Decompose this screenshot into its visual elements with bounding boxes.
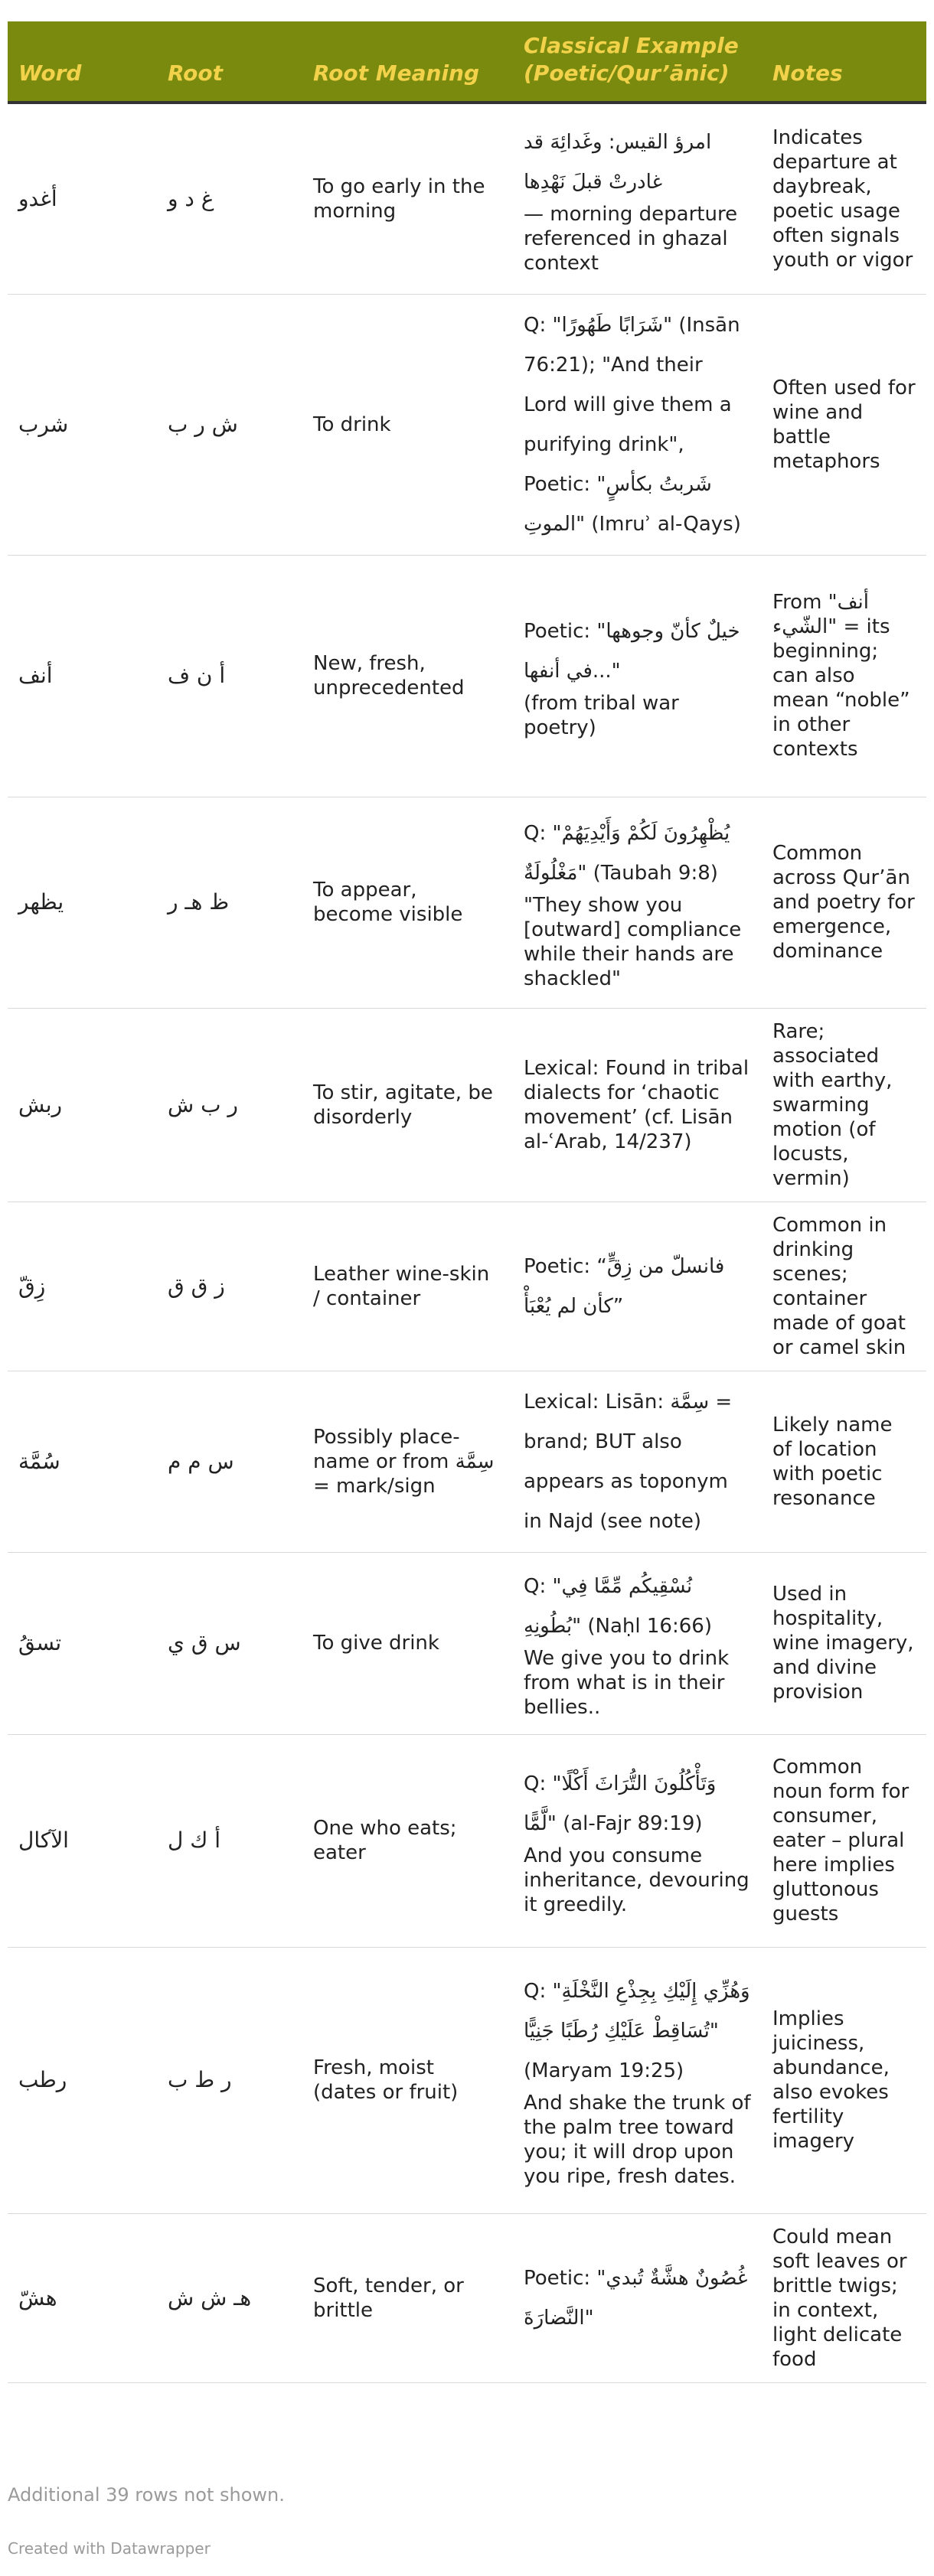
cell-word: رطب xyxy=(8,1947,157,2213)
cell-root-meaning: Possibly place-name or from سِمَّة = mark/sign xyxy=(302,1371,513,1552)
table-row xyxy=(8,1734,926,1947)
cell-notes: From "أنف الشّيء" = its beginning; can also mean “noble” in other contexts xyxy=(762,555,926,797)
example-line: Q: "وَهُزِّي إِلَيْكِ بِجِذْعِ النَّخْلَةِ تُسَاقِطْ عَلَيْكِ رُطَبًا جَنِيًّا" (Maryam 19:25) xyxy=(524,1980,750,2082)
cell-notes: Common in drinking scenes; container made of goat or camel skin xyxy=(762,1202,926,1371)
example-line: امرؤ القيس: وغَدائِهَ قد غادرتْ قبلَ نَهْدِها xyxy=(524,130,712,194)
credit-text[interactable]: Created with Datawrapper xyxy=(8,2539,211,2558)
cell-classical-example xyxy=(513,555,762,797)
cell-root: س ق ي xyxy=(157,1552,302,1734)
example-line: Q: "وَتَأْكُلُونَ التُّرَاثَ أَكْلًا لَّمًّا" (al-Fajr 89:19) xyxy=(524,1772,717,1835)
cell-notes: Rare; associated with earthy, swarming motion (of locusts, vermin) xyxy=(762,1008,926,1202)
table-row xyxy=(8,1947,926,2213)
example-line: And shake the trunk of the palm tree toward you; it will drop upon you ripe, fresh dates. xyxy=(524,2092,751,2188)
example-line: Poetic: "خيلٌ كأنّ وجوهها في أنفها..." xyxy=(524,620,740,683)
table-row xyxy=(8,797,926,1008)
cell-notes: Common noun form for consumer, eater – plural here implies gluttonous guests xyxy=(762,1734,926,1947)
example-line: We give you to drink from what is in their bellies.. xyxy=(524,1647,730,1719)
cell-classical-example xyxy=(513,1947,762,2213)
cell-word: تسقُ xyxy=(8,1552,157,1734)
cell-classical-example xyxy=(513,2213,762,2382)
cell-root: ش ر ب xyxy=(157,294,302,555)
table-row xyxy=(8,555,926,797)
cell-root: ر ط ب xyxy=(157,1947,302,2213)
cell-root: ر ب ش xyxy=(157,1008,302,1202)
cell-root-meaning: To go early in the morning xyxy=(302,103,513,294)
cell-root: أ ن ف xyxy=(157,555,302,797)
table-body xyxy=(8,103,926,2382)
cell-root: هـ ش ش xyxy=(157,2213,302,2382)
cell-root-meaning: New, fresh, unprecedented xyxy=(302,555,513,797)
cell-root-meaning: Soft, tender, or brittle xyxy=(302,2213,513,2382)
cell-root-meaning: To stir, agitate, be disorderly xyxy=(302,1008,513,1202)
cell-notes: Often used for wine and battle metaphors xyxy=(762,294,926,555)
cell-classical-example xyxy=(513,1371,762,1552)
cell-classical-example xyxy=(513,1202,762,1371)
cell-root: غ د و xyxy=(157,103,302,294)
cell-root: أ ك ل xyxy=(157,1734,302,1947)
table-row xyxy=(8,294,926,555)
example-line: Poetic: “فانسلّ من زِقٍّ كأن لم يُعْبَأْ” xyxy=(524,1254,725,1318)
cell-root: ظ هـ ر xyxy=(157,797,302,1008)
example-line: Q: "شَرَابًا طَهُورًا" (Insān 76:21); "And their Lord will give them a purifying drink", xyxy=(524,313,740,456)
example-line: Poetic: "غُصُونٌ هشَّةٌ تُبدي النَّضارَةَ" xyxy=(524,2266,748,2330)
cell-root-meaning: To give drink xyxy=(302,1552,513,1734)
cell-root-meaning: To appear, become visible xyxy=(302,797,513,1008)
header-notes[interactable]: Notes xyxy=(762,21,926,103)
cell-classical-example xyxy=(513,1008,762,1202)
table-row xyxy=(8,2213,926,2382)
example-line: And you consume inheritance, devouring it greedily. xyxy=(524,1844,749,1916)
table-row xyxy=(8,1552,926,1734)
example-line: Lexical: Found in tribal dialects for ‘chaotic movement’ (cf. Lisān al-ʿArab, 14/237) xyxy=(524,1056,749,1153)
cell-word: أغدو xyxy=(8,103,157,294)
cell-classical-example xyxy=(513,1552,762,1734)
cell-classical-example xyxy=(513,103,762,294)
header-root-meaning[interactable]: Root Meaning xyxy=(302,21,513,103)
cell-classical-example xyxy=(513,294,762,555)
cell-root: س م م xyxy=(157,1371,302,1552)
vocabulary-table-container xyxy=(8,21,926,2383)
cell-notes: Likely name of location with poetic resonance xyxy=(762,1371,926,1552)
cell-word: ربش xyxy=(8,1008,157,1202)
cell-notes: Used in hospitality, wine imagery, and divine provision xyxy=(762,1552,926,1734)
example-line: (from tribal war poetry) xyxy=(524,692,679,739)
cell-word: شرب xyxy=(8,294,157,555)
cell-word: يظهر xyxy=(8,797,157,1008)
example-line: Poetic: "شَربتُ بكأسٍ الموتِ" (Imruʾ al-Qays) xyxy=(524,472,741,536)
example-line: Q: "نُسْقِيكُم مِّمَّا فِي بُطُونِهِ" (Naḥl 16:66) xyxy=(524,1575,712,1638)
cell-notes: Implies juiciness, abundance, also evokes fertility imagery xyxy=(762,1947,926,2213)
table-row xyxy=(8,1371,926,1552)
header-classical-example[interactable]: Classical Example (Poetic/Qur’ānic) xyxy=(513,21,762,103)
table-row xyxy=(8,1008,926,1202)
example-line: — morning departure referenced in ghazal context xyxy=(524,202,738,275)
example-line: Lexical: Lisān: سِمَّة = brand; BUT also appears as toponym in Najd (see note) xyxy=(524,1390,733,1533)
footer-note: Additional 39 rows not shown. xyxy=(8,2484,285,2506)
cell-word: سُمَّة xyxy=(8,1371,157,1552)
cell-word: الآكال xyxy=(8,1734,157,1947)
example-line: "They show you [outward] compliance while their hands are shackled" xyxy=(524,894,742,990)
cell-notes: Common across Qur’ān and poetry for emergence, dominance xyxy=(762,797,926,1008)
table-row xyxy=(8,103,926,294)
cell-word: أنف xyxy=(8,555,157,797)
cell-root-meaning: Fresh, moist (dates or fruit) xyxy=(302,1947,513,2213)
cell-classical-example xyxy=(513,797,762,1008)
example-line: Q: "يُظْهِرُونَ لَكُمْ وَأَيْدِيَهُمْ مَغْلُولَةٌ" (Taubah 9:8) xyxy=(524,822,730,885)
cell-classical-example xyxy=(513,1734,762,1947)
vocabulary-table xyxy=(8,21,926,2383)
header-root[interactable]: Root xyxy=(157,21,302,103)
cell-word: زِقّ xyxy=(8,1202,157,1371)
cell-notes: Could mean soft leaves or brittle twigs; in context, light delicate food xyxy=(762,2213,926,2382)
header-word[interactable]: Word xyxy=(8,21,157,103)
cell-root-meaning: Leather wine-skin / container xyxy=(302,1202,513,1371)
cell-word: هشّ xyxy=(8,2213,157,2382)
cell-root-meaning: To drink xyxy=(302,294,513,555)
table-header-row xyxy=(8,21,926,103)
cell-root: ز ق ق xyxy=(157,1202,302,1371)
cell-notes: Indicates departure at daybreak, poetic usage often signals youth or vigor xyxy=(762,103,926,294)
cell-root-meaning: One who eats; eater xyxy=(302,1734,513,1947)
table-row xyxy=(8,1202,926,1371)
